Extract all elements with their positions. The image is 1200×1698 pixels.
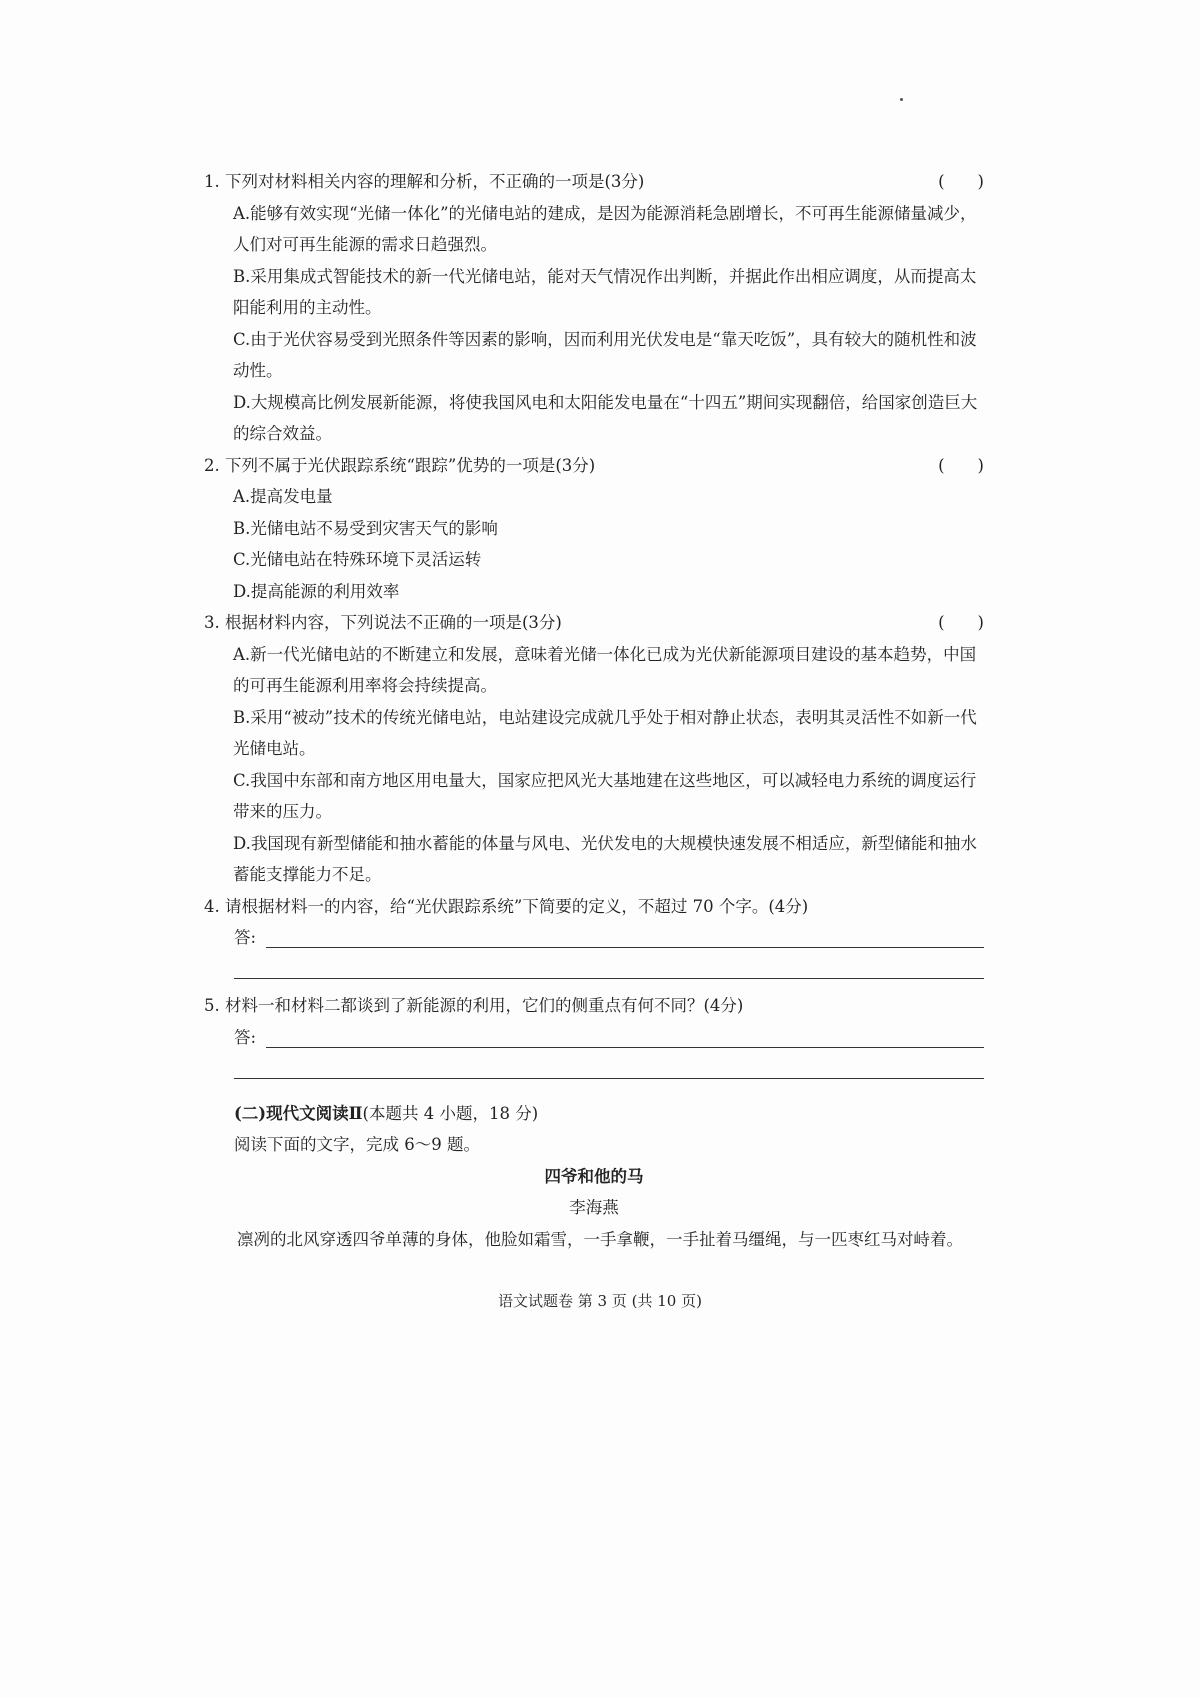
question-2-answer-bracket[interactable]: ( ) — [938, 455, 984, 475]
question-3-option-b[interactable]: B.采用“被动”技术的传统光储电站，电站建设完成就几乎处于相对静止状态，表明其灵活性不如新一代光储电站。 — [233, 707, 977, 758]
article-paragraph: 凛冽的北风穿透四爷单薄的身体，他脸如霜雪，一手拿鞭，一手扯着马缰绳，与一匹枣红马对峙着。 — [237, 1229, 963, 1249]
question-4-answer-label: 答: — [234, 928, 257, 947]
question-1 — [204, 166, 984, 450]
answer-line — [266, 1047, 984, 1048]
question-3-option-c[interactable]: C.我国中东部和南方地区用电量大，国家应把风光大基地建在这些地区，可以减轻电力系统的调度运行带来的压力。 — [233, 770, 977, 821]
question-4-stem: 4. 请根据材料一的内容，给“光伏跟踪系统”下简要的定义，不超过 70 个字。(4分) — [204, 896, 809, 916]
question-3-stem: 3. 根据材料内容，下列说法不正确的一项是(3分) — [204, 613, 562, 632]
question-2-option-d[interactable]: D.提高能源的利用效率 — [233, 581, 400, 601]
section-note: (本题共 4 小题，18 分) — [362, 1103, 539, 1123]
answer-line — [266, 947, 984, 948]
answer-line — [234, 978, 984, 979]
question-2-option-c[interactable]: C.光储电站在特殊环境下灵活运转 — [233, 550, 482, 569]
article-author: 李海燕 — [569, 1198, 619, 1217]
question-sheet — [204, 166, 984, 1255]
question-2-option-a[interactable]: A.提高发电量 — [233, 487, 333, 506]
question-2-stem: 2. 下列不属于光伏跟踪系统“跟踪”优势的一项是(3分) — [204, 455, 596, 475]
question-3-option-a[interactable]: A.新一代光储电站的不断建立和发展，意味着光储一体化已成为光伏新能源项目建设的基本趋势，中国的可再生能源利用率将会持续提高。 — [233, 644, 977, 695]
section-heading — [204, 1098, 984, 1130]
question-5-answer-area[interactable] — [234, 1022, 984, 1084]
question-2-option-b[interactable]: B.光储电站不易受到灾害天气的影响 — [233, 518, 498, 538]
question-5-answer-label: 答: — [234, 1027, 257, 1047]
question-4-answer-area[interactable] — [234, 922, 984, 984]
question-5 — [204, 990, 984, 1022]
question-3-option-d[interactable]: D.我国现有新型储能和抽水蓄能的体量与风电、光伏发电的大规模快速发展不相适应，新型储能和抽水蓄能支撑能力不足。 — [233, 833, 977, 884]
question-5-stem: 5. 材料一和材料二都谈到了新能源的利用，它们的侧重点有何不同？(4分) — [204, 996, 744, 1015]
question-1-option-a[interactable]: A.能够有效实现“光储一体化”的光储电站的建成，是因为能源消耗急剧增长，不可再生能源储量减少，人们对可再生能源的需求日趋强烈。 — [233, 203, 977, 254]
question-1-answer-bracket[interactable]: ( ) — [938, 172, 984, 191]
question-1-stem: 1. 下列对材料相关内容的理解和分析，不正确的一项是(3分) — [204, 172, 645, 191]
section-instruction: 阅读下面的文字，完成 6～9 题。 — [234, 1135, 480, 1154]
question-1-option-b[interactable]: B.采用集成式智能技术的新一代光储电站，能对天气情况作出判断，并据此作出相应调度，从而提高太阳能利用的主动性。 — [233, 266, 977, 317]
question-1-option-c[interactable]: C.由于光伏容易受到光照条件等因素的影响，因而利用光伏发电是“靠天吃饭”，具有较大的随机性和波动性。 — [233, 329, 977, 380]
question-1-option-d[interactable]: D.大规模高比例发展新能源，将使我国风电和太阳能发电量在“十四五”期间实现翻倍，给国家创造巨大的综合效益。 — [233, 392, 978, 443]
page-footer: 语文试题卷 第 3 页 (共 10 页) — [498, 1292, 702, 1310]
article-title: 四爷和他的马 — [544, 1166, 644, 1186]
question-3-answer-bracket[interactable]: ( ) — [938, 613, 984, 632]
question-2 — [204, 450, 984, 608]
answer-line — [234, 1078, 984, 1079]
scan-speck — [900, 98, 903, 101]
question-3 — [204, 607, 984, 891]
section-title: (二)现代文阅读Ⅱ — [234, 1103, 363, 1123]
question-4 — [204, 891, 984, 923]
